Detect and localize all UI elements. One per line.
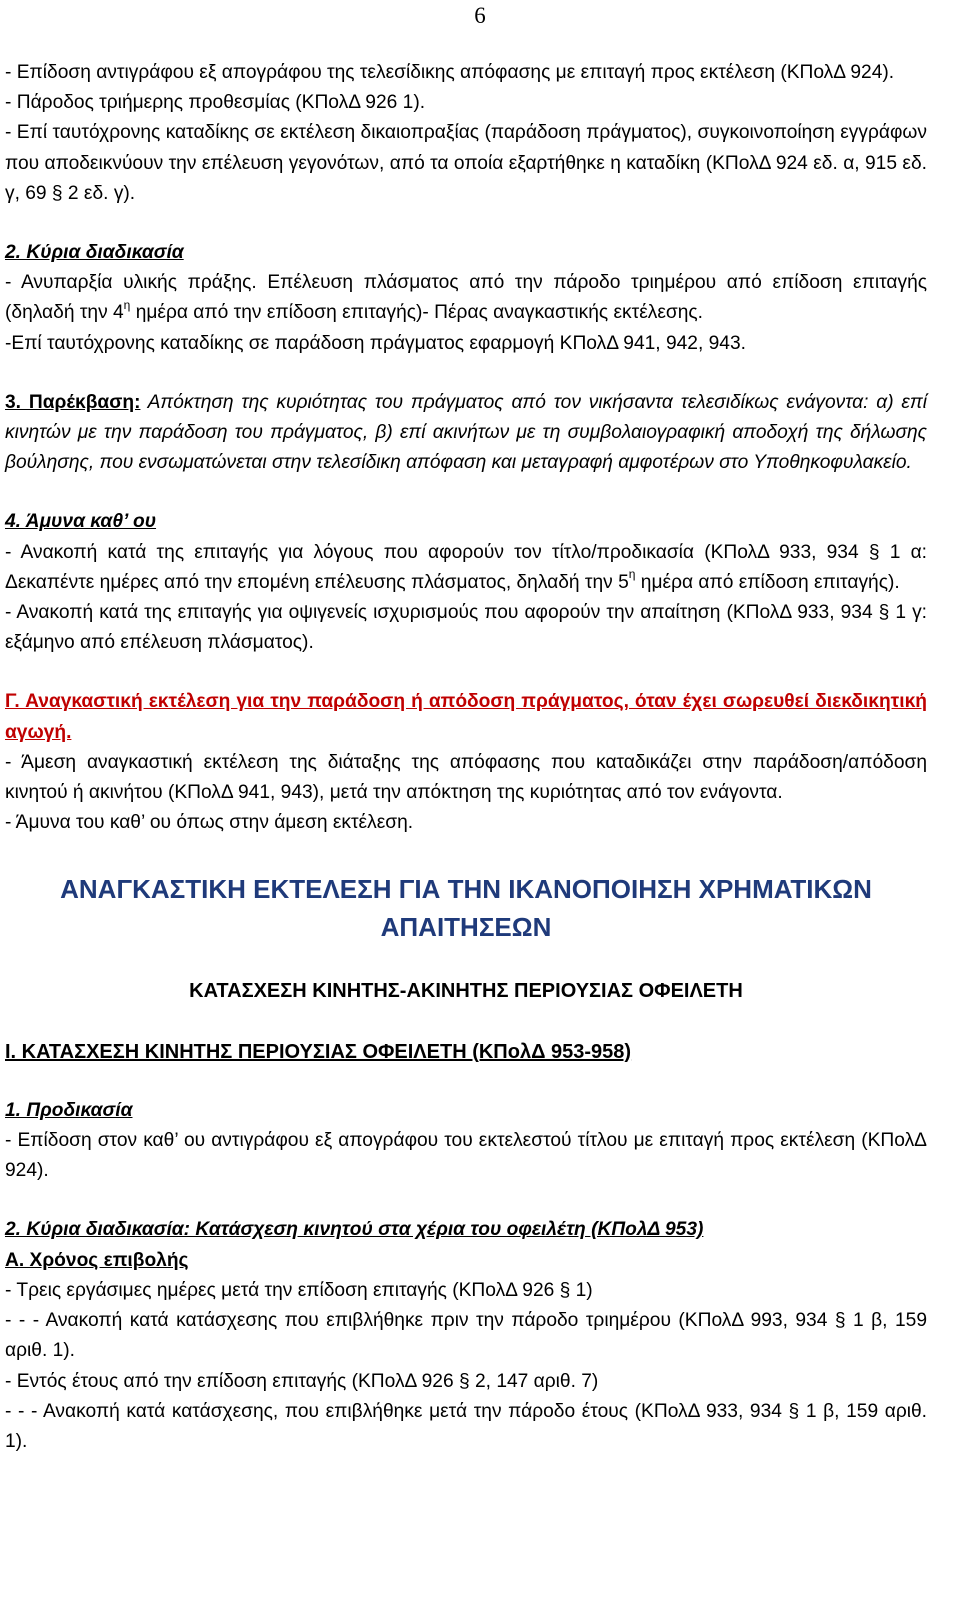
superscript: η <box>628 567 636 582</box>
list-item: - Εντός έτους από την επίδοση επιταγής (ΚΠολΔ 926 § 2, 147 αριθ. 7) <box>5 1370 599 1392</box>
section-i-2-heading: 2. Κύρια διαδικασία: Κατάσχεση κινητού στα χέρια του οφειλέτη (ΚΠολΔ 953) <box>5 1219 704 1241</box>
section-3-heading: 3. Παρέκβαση: <box>5 391 141 413</box>
superscript: η <box>123 298 131 313</box>
subtitle: ΚΑΤΑΣΧΕΣΗ ΚΙΝΗΤΗΣ-ΑΚΙΝΗΤΗΣ ΠΕΡΙΟΥΣΙΑΣ ΟΦΕΙΛΕΤΗ <box>189 980 743 1003</box>
list-item: - Τρεις εργάσιμες ημέρες μετά την επίδοση επιταγής (ΚΠολΔ 926 § 1) <box>5 1279 593 1301</box>
section-4-heading: 4. Άμυνα καθ’ ου <box>5 511 157 533</box>
section-i-a-heading: Α. Χρόνος επιβολής <box>5 1249 189 1271</box>
intro-line-1: - Επίδοση αντιγράφου εξ απογράφου της τελεσίδικης απόφασης με επιταγή προς εκτέλεση (ΚΠολΔ 924). <box>5 62 895 83</box>
list-item: - - - Ανακοπή κατά κατάσχεσης που επιβλήθηκε πριν την πάροδο τριημέρου (ΚΠολΔ 993, 934 § 1 β, 159 αριθ. 1). <box>5 1310 927 1362</box>
section-g-paragraph-2: - Άμυνα του καθ’ ου όπως στην άμεση εκτέλεση. <box>5 812 414 834</box>
main-title: ΑΝΑΓΚΑΣΤΙΚΗ ΕΚΤΕΛΕΣΗ ΓΙΑ ΤΗΝ ΙΚΑΝΟΠΟΙΗΣΗ ΧΡΗΜΑΤΙΚΩΝ ΑΠΑΙΤΗΣΕΩΝ <box>60 874 872 943</box>
section-i-1-paragraph: - Επίδοση στον καθ’ ου αντιγράφου εξ απογράφου του εκτελεστού τίτλου με επιταγή προς εκτέλεση (ΚΠολΔ 924). <box>5 1130 927 1182</box>
section-i-heading: Ι. ΚΑΤΑΣΧΕΣΗ ΚΙΝΗΤΗΣ ΠΕΡΙΟΥΣΙΑΣ ΟΦΕΙΛΕΤΗ (ΚΠολΔ 953-958) <box>5 1040 632 1063</box>
page-content <box>5 58 927 1457</box>
list-item: - - - Ανακοπή κατά κατάσχεσης, που επιβλήθηκε μετά την πάροδο έτους (ΚΠολΔ 933, 934 § 1 β, 159 αριθ. 1). <box>5 1400 927 1452</box>
section-3-paragraph: 3. Παρέκβαση: Απόκτηση της κυριότητας του πράγματος από τον νικήσαντα τελεσιδίκως ενάγοντα: α) επί κινητών με την παράδοση του πράγματος, β) επί ακινήτων με τη συμβολαιογραφική αποδοχή της δήλωσης βούλησης, που ενσωματώνεται στην τελεσίδικη απόφαση και μεταγραφή αμφοτέρων στο Υποθηκοφυλακείο. <box>5 391 927 474</box>
section-g-heading: Γ. Αναγκαστική εκτέλεση για την παράδοση ή απόδοση πράγματος, όταν έχει σωρευθεί διεκδικητική αγωγή. <box>5 691 927 743</box>
section-i-1-heading: 1. Προδικασία <box>5 1099 133 1121</box>
section-4-paragraph-2: - Ανακοπή κατά της επιταγής για οψιγενείς ισχυρισμούς που αφορούν την απαίτηση (ΚΠολΔ 933, 934 § 1 γ: εξάμηνο από επέλευση πλάσματος). <box>5 602 927 654</box>
section-2-paragraph-2: -Επί ταυτόχρονης καταδίκης σε παράδοση πράγματος εφαρμογή ΚΠολΔ 941, 942, 943. <box>5 332 746 354</box>
section-g-paragraph-1: - Άμεση αναγκαστική εκτέλεση της διάταξης της απόφασης που καταδικάζει στην παράδοση/απόδοση κινητού ή ακινήτου (ΚΠολΔ 941, 943), μετά την απόκτηση της κυριότητας από τον ενάγοντα. <box>5 751 927 804</box>
section-2-heading: 2. Κύρια διαδικασία <box>5 242 184 264</box>
intro-line-3: - Επί ταυτόχρονης καταδίκης σε εκτέλεση δικαιοπραξίας (παράδοση πράγματος), συγκοινοποίηση εγγράφων που αποδεικνύουν την επέλευση γεγονότων, από τα οποία εξαρτήθηκε η καταδίκη (ΚΠολΔ 924 εδ. α, 915 εδ. γ, 69 § 2 εδ. γ). <box>5 122 927 204</box>
intro-line-2: - Πάροδος τριήμερης προθεσμίας (ΚΠολΔ 926 1). <box>5 92 426 114</box>
section-4-paragraph-1: - Ανακοπή κατά της επιταγής για λόγους που αφορούν τον τίτλο/προδικασία (ΚΠολΔ 933, 934 § 1 α: Δεκαπέντε ημέρες από την επομένη επέλευσης πλάσματος, δηλαδή την $5^\eta$ ημέρα από επίδοση επιταγής). <box>5 541 927 593</box>
page-number: 6 <box>474 3 486 28</box>
section-2-paragraph-1: - Ανυπαρξία υλικής πράξης. Επέλευση πλάσματος από την πάροδο τριημέρου από επίδοση επιταγής (δηλαδή την $4^\eta$ ημέρα από την επίδοση επιταγής)- Πέρας αναγκαστικής εκτέλεσης. <box>5 272 927 324</box>
